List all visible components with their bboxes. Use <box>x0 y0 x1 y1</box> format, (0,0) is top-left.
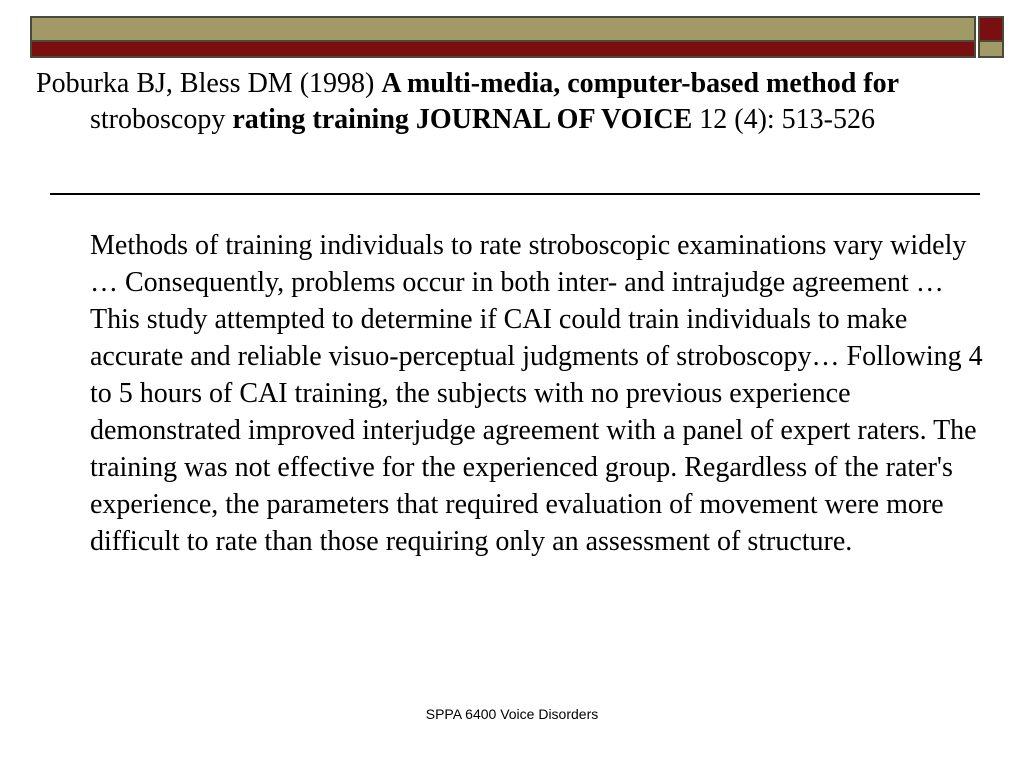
citation-title-bold-2: rating training JOURNAL OF VOICE <box>232 104 693 135</box>
citation <box>36 66 1024 138</box>
corner-square-maroon <box>978 16 1004 42</box>
footer-text: SPPA 6400 Voice Disorders <box>425 706 599 722</box>
citation-title-plain: stroboscopy <box>90 104 233 135</box>
header-decoration <box>30 16 976 58</box>
header-bar-olive <box>30 16 976 42</box>
divider-line <box>50 193 980 195</box>
citation-volume-pages: 12 (4): 513-526 <box>692 104 876 135</box>
citation-title-bold-1: A multi-media, computer-based method for <box>381 68 900 99</box>
citation-authors-year: Poburka BJ, Bless DM (1998) <box>36 68 382 99</box>
header-bar-maroon <box>30 42 976 58</box>
abstract-text: Methods of training individuals to rate stroboscopic examinations vary widely … Consequently, problems occur in both inter- and intrajudge agreement … This study attempted to determine if CAI could train individuals to make accurate and reliable visuo-perceptual judgments of stroboscopy… Following 4 to 5 hours of CAI training, the subjects with no previous experience demonstrated improved interjudge agreement with a panel of expert raters. The training was not effective for the experienced group. Regardless of the rater's experience, the parameters that required evaluation of movement were more difficult to rate than those requiring only an assessment of structure. <box>90 230 983 557</box>
corner-square-olive <box>978 42 1004 58</box>
